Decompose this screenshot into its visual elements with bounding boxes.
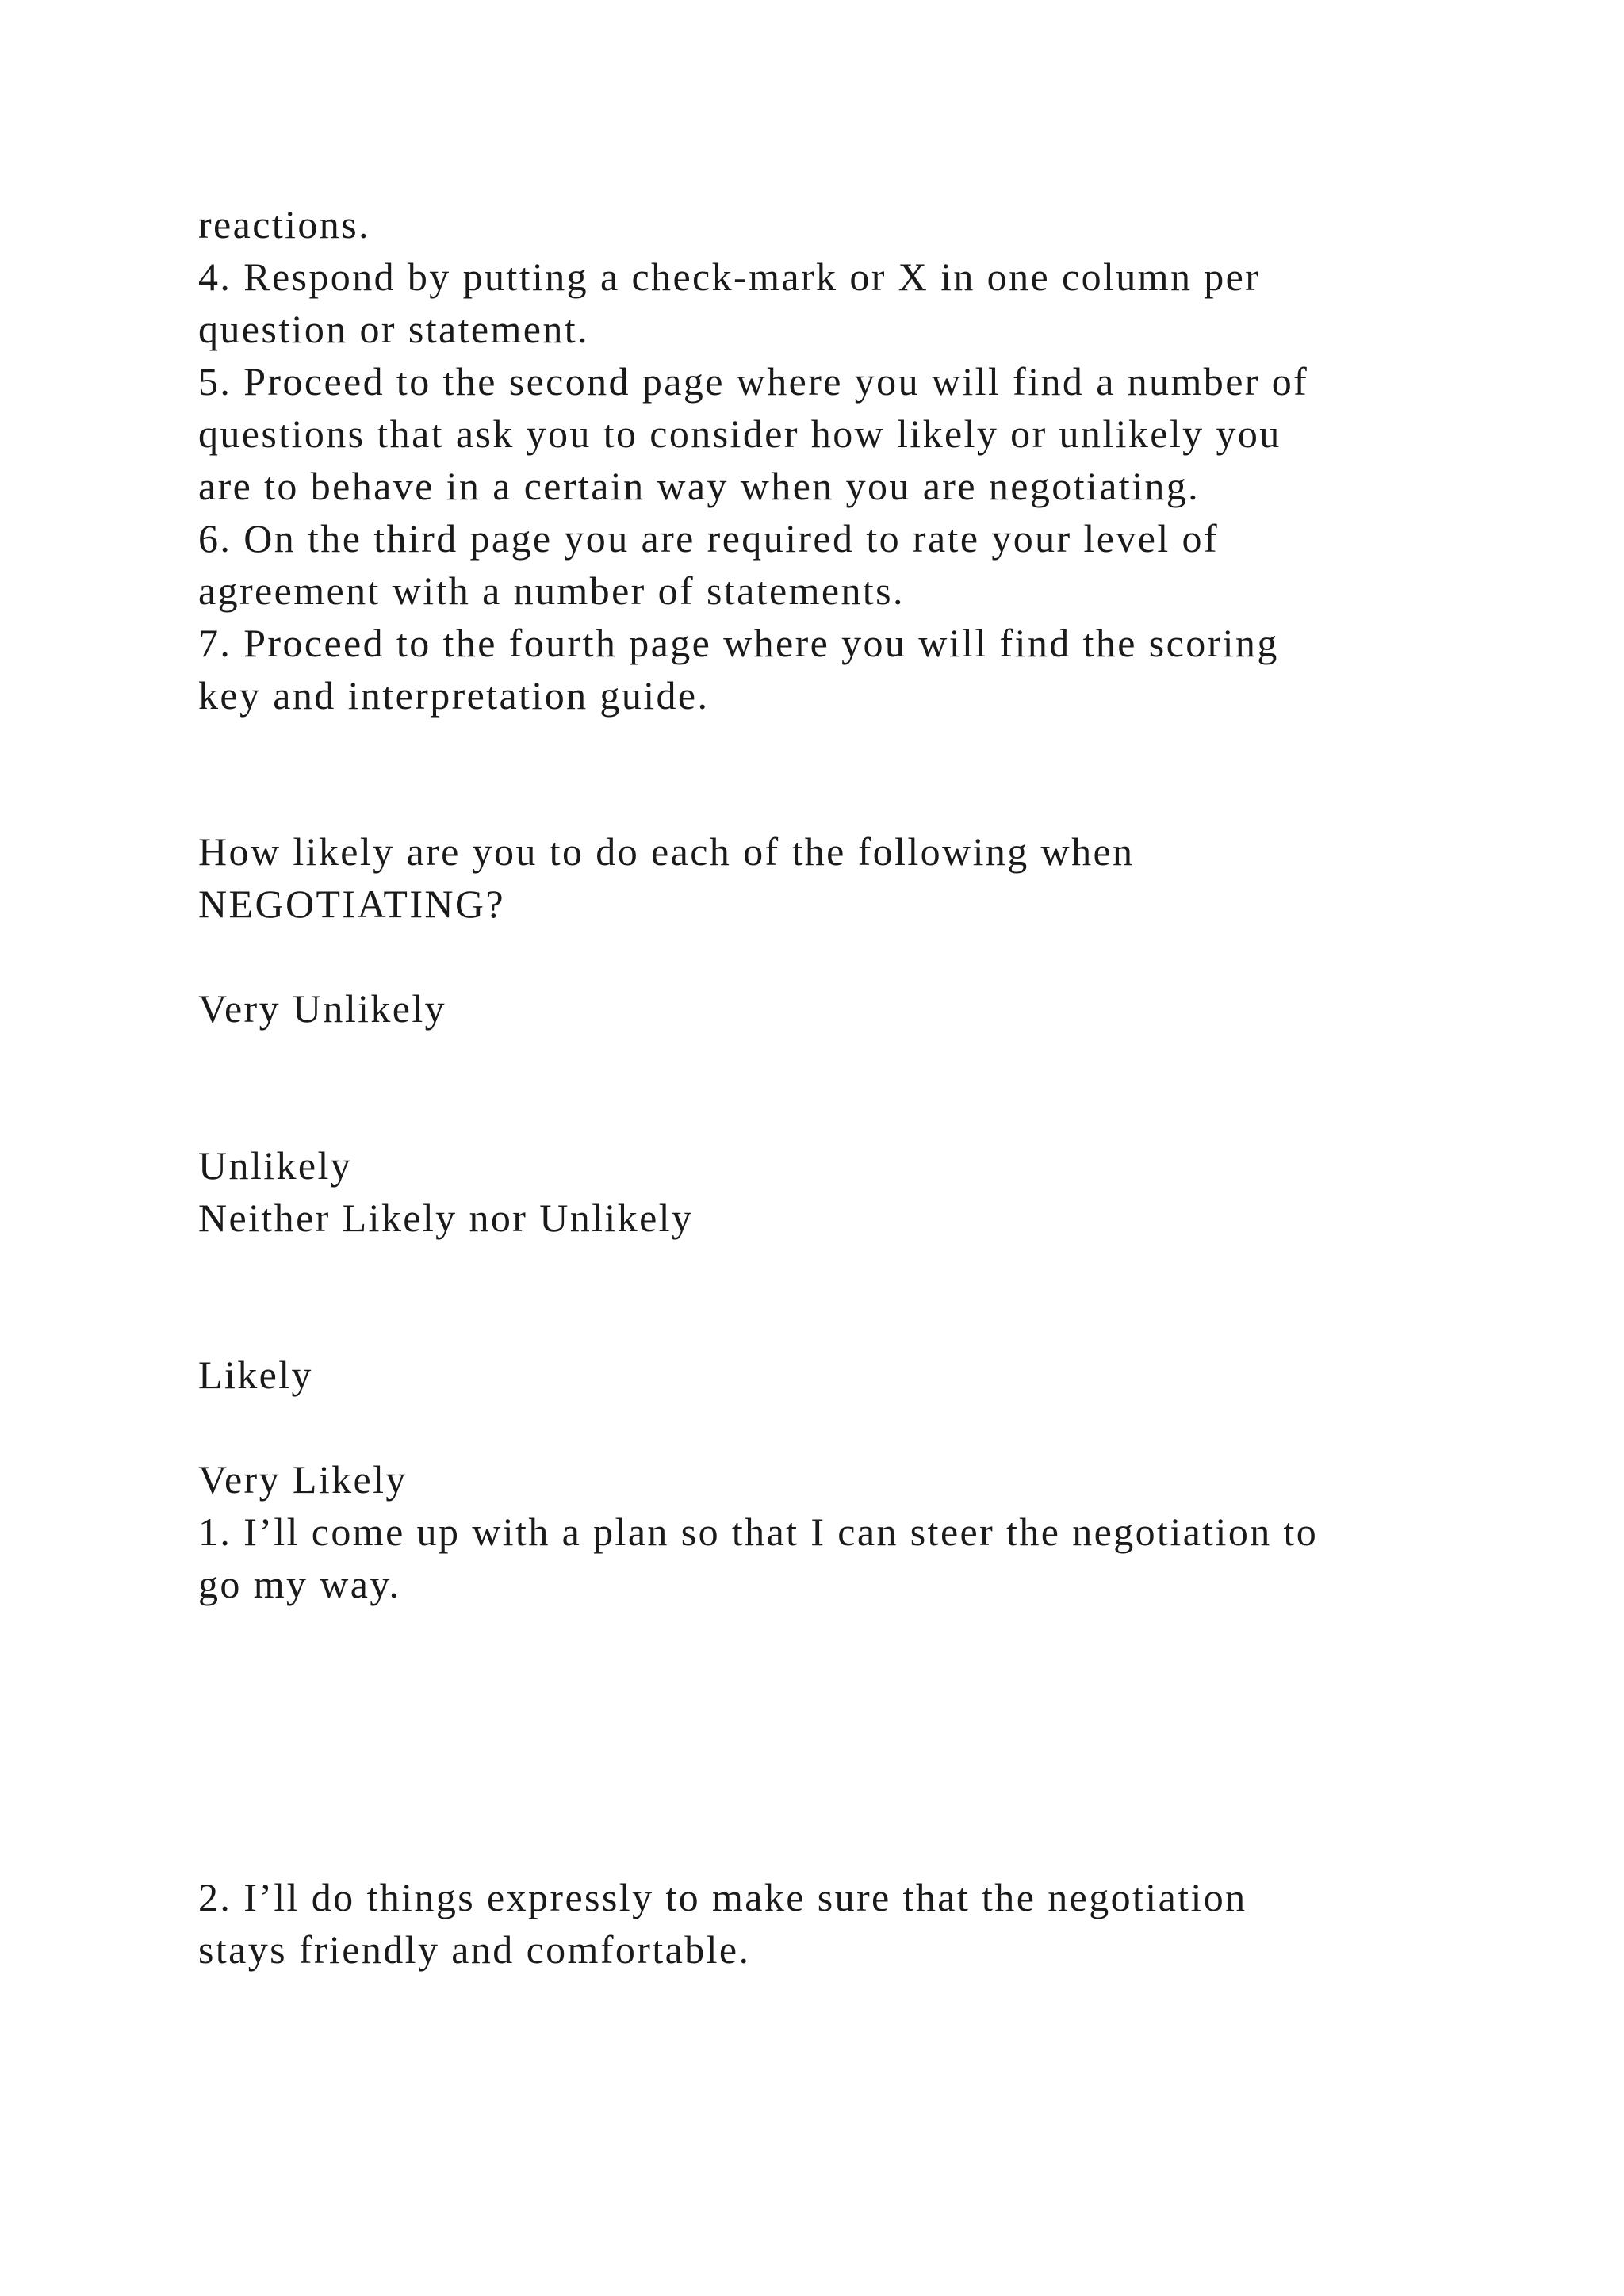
question-item-1: go my way. [198, 1562, 401, 1606]
scale-likely: Likely [198, 1353, 313, 1397]
instruction-line: question or statement. [198, 307, 589, 351]
instruction-line: 5. Proceed to the second page where you will find a number of [198, 359, 1309, 404]
question-item-2: stays friendly and comfortable. [198, 1927, 751, 1972]
instruction-line: 6. On the third page you are required to rate your level of [198, 516, 1220, 561]
instruction-line: 7. Proceed to the fourth page where you will find the scoring [198, 621, 1279, 665]
question-item-2: 2. I’ll do things expressly to make sure that the negotiation [198, 1875, 1247, 1919]
scale-very-likely: Very Likely [198, 1457, 408, 1502]
instruction-line: are to behave in a certain way when you are negotiating. [198, 464, 1201, 508]
question-header: How likely are you to do each of the following when [198, 829, 1135, 874]
question-header: NEGOTIATING? [198, 882, 506, 926]
instruction-line: key and interpretation guide. [198, 673, 710, 718]
scale-very-unlikely: Very Unlikely [198, 986, 447, 1031]
scale-neither: Neither Likely nor Unlikely [198, 1196, 694, 1240]
instruction-line: 4. Respond by putting a check-mark or X in one column per [198, 254, 1261, 299]
instruction-line: agreement with a number of statements. [198, 568, 905, 613]
instruction-line: questions that ask you to consider how likely or unlikely you [198, 411, 1281, 456]
instruction-line: reactions. [198, 202, 370, 247]
scale-unlikely: Unlikely [198, 1143, 353, 1188]
question-item-1: 1. I’ll come up with a plan so that I can steer the negotiation to [198, 1510, 1319, 1554]
